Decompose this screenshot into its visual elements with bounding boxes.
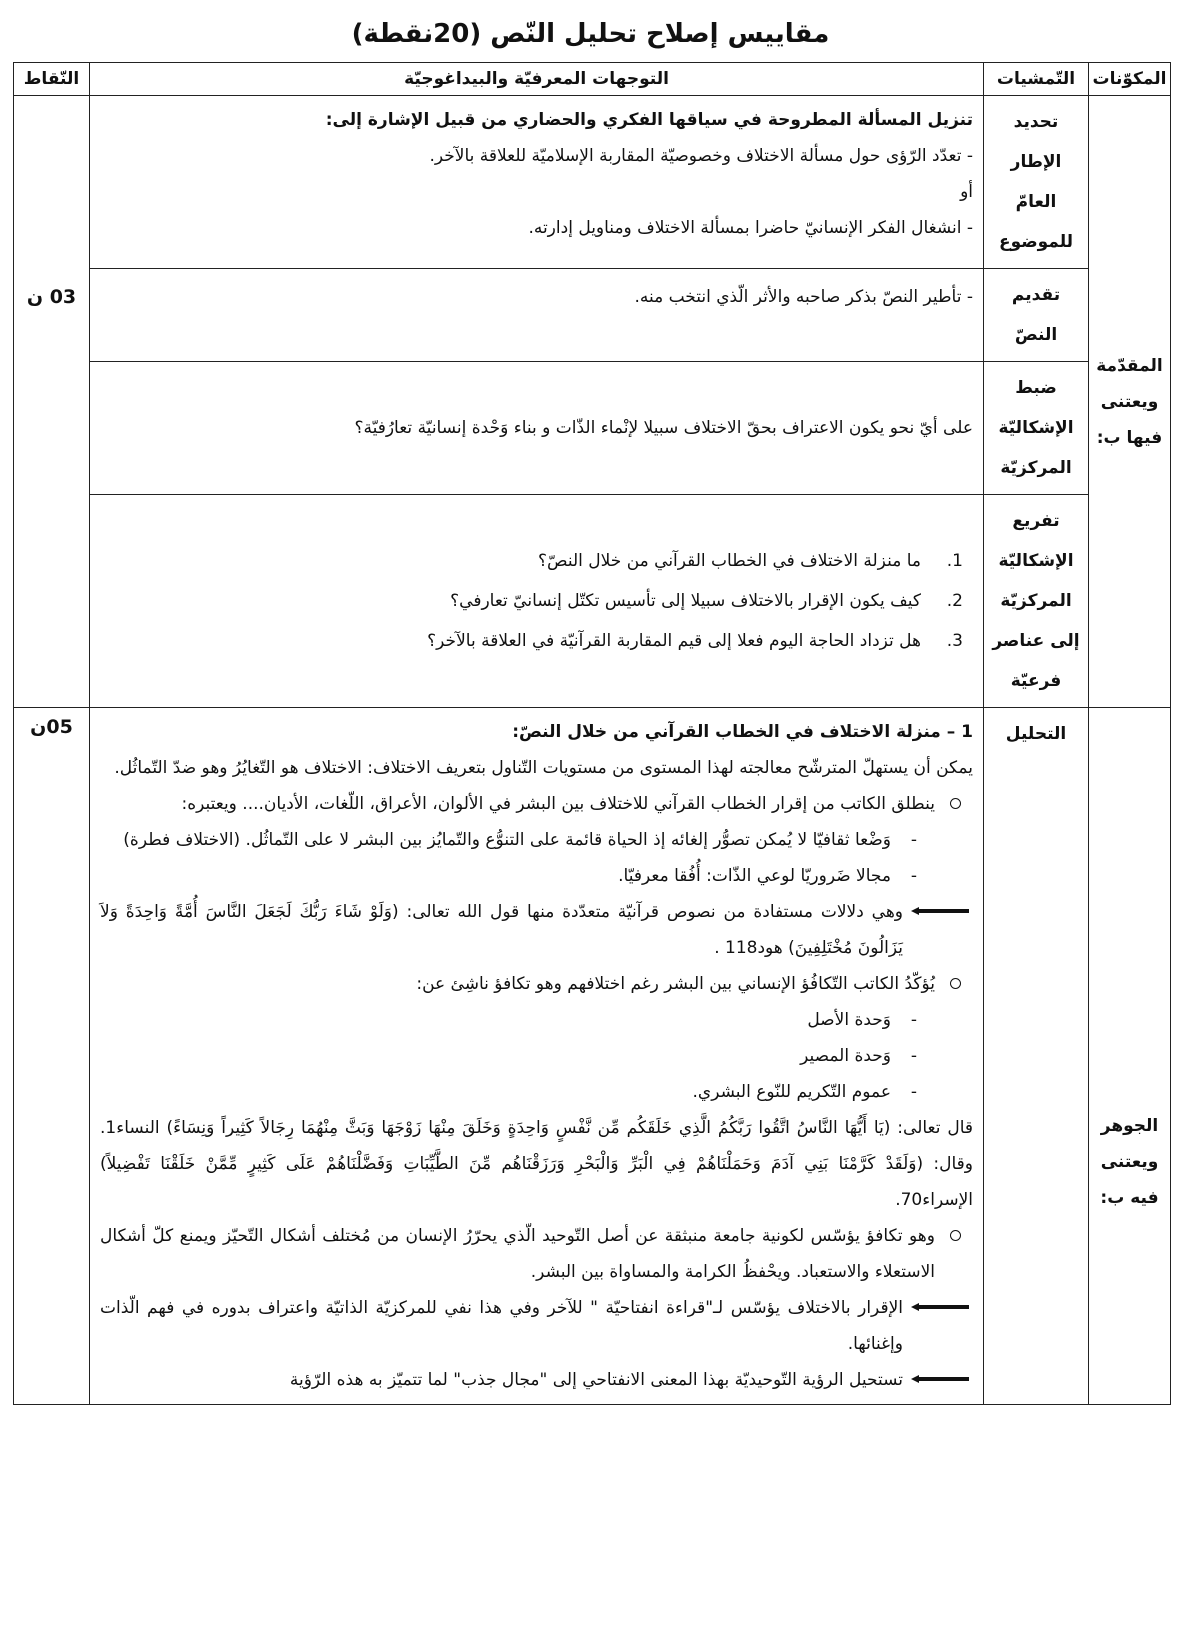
list-item: يُؤكّدُ الكاتب التّكافُؤ الإنساني بين البشر رغم اختلافهم وهو تكافؤ ناشِئ عن: - وَحدة الأصل - وَحدة المصير - عموم التّكريم للنّوع البشري. [100,966,973,1110]
row-analysis [14,708,1171,1405]
header-points: النّقاط [14,63,90,96]
document-title: مقاييس إصلاح تحليل النّص (20نقطة) [351,19,830,49]
framework-or: أو [960,182,973,202]
arrow-note-2: الإقرار بالاختلاف يؤسّس لـ"قراءة انفتاحيّة " للآخر وفي هذا نفي للمركزيّة الذاتيّة واعتراف بدوره في فهم الّذات وإغنائها. [100,1290,973,1362]
row-breakdown [14,495,1171,708]
header-guidance: التوجهات المعرفيّة والبيداغوجيّة [90,63,984,96]
arrow-left-icon [911,1375,969,1383]
list-item: - عموم التّكريم للنّوع البشري. [100,1074,935,1110]
row-text-intro [14,269,1171,362]
table-header-row [14,63,1171,96]
framework-lead: تنزيل المسألة المطروحة في سياقها الفكري والحضاري من قبيل الإشارة إلى: [325,110,973,130]
point1-sublist [100,822,935,894]
sub-questions-list [100,541,973,661]
list-item: - وَحدة المصير [100,1038,935,1074]
arrow-note-3: تستحيل الرؤية التّوحيديّة بهذا المعنى الانفتاحي إلى "مجال جذب" لما تتميّز به هذه الرّؤية [100,1362,973,1398]
grading-table [13,62,1171,1405]
row-framework [14,96,1171,269]
list-item: ينطلق الكاتب من إقرار الخطاب القرآني للاختلاف بين البشر في الألوان، الأعراق، اللّغات، الأديان.... ويعتبره: - وَضْعا ثقافيّا لا يُمكن تصوُّر إلغائه إذ الحياة قائمة على التنوُّع والتّمايُز بين البشر لا على التّماثُل. (الاختلاف فطرة) - مجالا ضَروريّا لوعي الذّات: أُفُقا معرفيّا. [100,786,973,894]
step-framework: تحديد الإطار العامّ للموضوع [984,96,1089,269]
framework-option-1: - تعدّد الرّؤى حول مسألة الاختلاف وخصوصيّة المقاربة الإسلاميّة للعلاقة بالآخر. [429,146,973,166]
analysis-points-2 [100,966,973,1110]
header-components: المكوّنات [1089,63,1171,96]
step-analysis: التحليل [984,708,1089,1405]
step-breakdown: تفريع الإشكاليّة المركزيّة إلى عناصر فرعيّة [984,495,1089,708]
problem-content: على أيّ نحو يكون الاعتراف بحقّ الاختلاف سبيلا لإنْماء الذّات و بناء وَحْدة إنسانيّة تعارُفيّة؟ [90,362,984,495]
text-intro-content: - تأطير النصّ بذكر صاحبه والأثر الّذي انتخب منه. [90,269,984,362]
verse-paragraph: قال تعالى: (يَا أَيُّهَا النَّاسُ اتَّقُوا رَبَّكُمُ الَّذِي خَلَقَكُم مِّن نَّفْسٍ وَاحِدَةٍ وَخَلَقَ مِنْهَا زَوْجَهَا وَبَثَّ مِنْهُمَا رِجَالاً كَثِيراً وَنِسَاءً) النساء1. وقال: (وَلَقَدْ كَرَّمْنَا بَنِي آدَمَ وَحَمَلْنَاهُمْ فِي الْبَرِّ وَالْبَحْرِ وَرَزَقْنَاهُم مِّنَ الطَّيِّبَاتِ وَفَضَّلْنَاهُمْ عَلَى كَثِيرٍ مِّمَّنْ خَلَقْنَا تَفْضِيلاً) الإسراء70. [100,1118,973,1210]
step-text-intro: تقديم النصّ [984,269,1089,362]
analysis-points-3 [100,1218,973,1290]
breakdown-content [90,495,984,708]
step-problem: ضبط الإشكاليّة المركزيّة [984,362,1089,495]
points-intro: 03 ن [14,96,90,708]
row-problem [14,362,1171,495]
framework-content [90,96,984,269]
list-item: - وَضْعا ثقافيّا لا يُمكن تصوُّر إلغائه إذ الحياة قائمة على التنوُّع والتّمايُز بين البشر لا على التّماثُل. (الاختلاف فطرة) [100,822,935,858]
analysis-intro: يمكن أن يستهلّ المترشّح معالجته لهذا المستوى من مستويات التّناول بتعريف الاختلاف: الاختلاف هو التّغايُرُ وهو ضدّ التّماثُل. [114,758,973,778]
component-body: الجوهر ويعتنى فيه ب: [1089,708,1171,1405]
list-item: وهو تكافؤ يؤسّس لكونية جامعة منبثقة عن أصل التّوحيد الّذي يحرّرُ الإنسان من مُختلف أشكال التّحيّز ويمنع كلّ أشكال الاستعلاء والاستعباد. ويحْفظُ الكرامة والمساواة بين البشر. [100,1218,973,1290]
analysis-heading: 1 – منزلة الاختلاف في الخطاب القرآني من خلال النصّ: [512,722,973,742]
point2-sublist [100,1002,935,1110]
component-intro: المقدّمة ويعتنى فيها ب: [1089,96,1171,708]
framework-option-2: - انشغال الفكر الإنسانيّ حاضرا بمسألة الاختلاف ومناويل إدارته. [528,218,973,238]
arrow-left-icon [911,907,969,915]
analysis-points-1 [100,786,973,894]
points-body: 05ن [14,708,90,1405]
list-item: 1. ما منزلة الاختلاف في الخطاب القرآني من خلال النصّ؟ [538,551,963,571]
list-item: 3. هل تزداد الحاجة اليوم فعلا إلى قيم المقاربة القرآنيّة في العلاقة بالآخر؟ [427,631,963,651]
arrow-note-1: وهي دلالات مستفادة من نصوص قرآنيّة متعدّدة منها قول الله تعالى: (وَلَوْ شَاءَ رَبُّكَ لَجَعَلَ النَّاسَ أُمَّةً وَاحِدَةً وَلاَ يَزَالُونَ مُخْتَلِفِينَ) هود118 . [100,894,973,966]
list-item: 2. كيف يكون الإقرار بالاختلاف سبيلا إلى تأسيس تكتّل إنسانيّ تعارفي؟ [450,591,963,611]
header-steps: التّمشيات [984,63,1089,96]
arrow-left-icon [911,1303,969,1311]
analysis-content [90,708,984,1405]
list-item: - مجالا ضَروريّا لوعي الذّات: أُفُقا معرفيّا. [100,858,935,894]
list-item: - وَحدة الأصل [100,1002,935,1038]
